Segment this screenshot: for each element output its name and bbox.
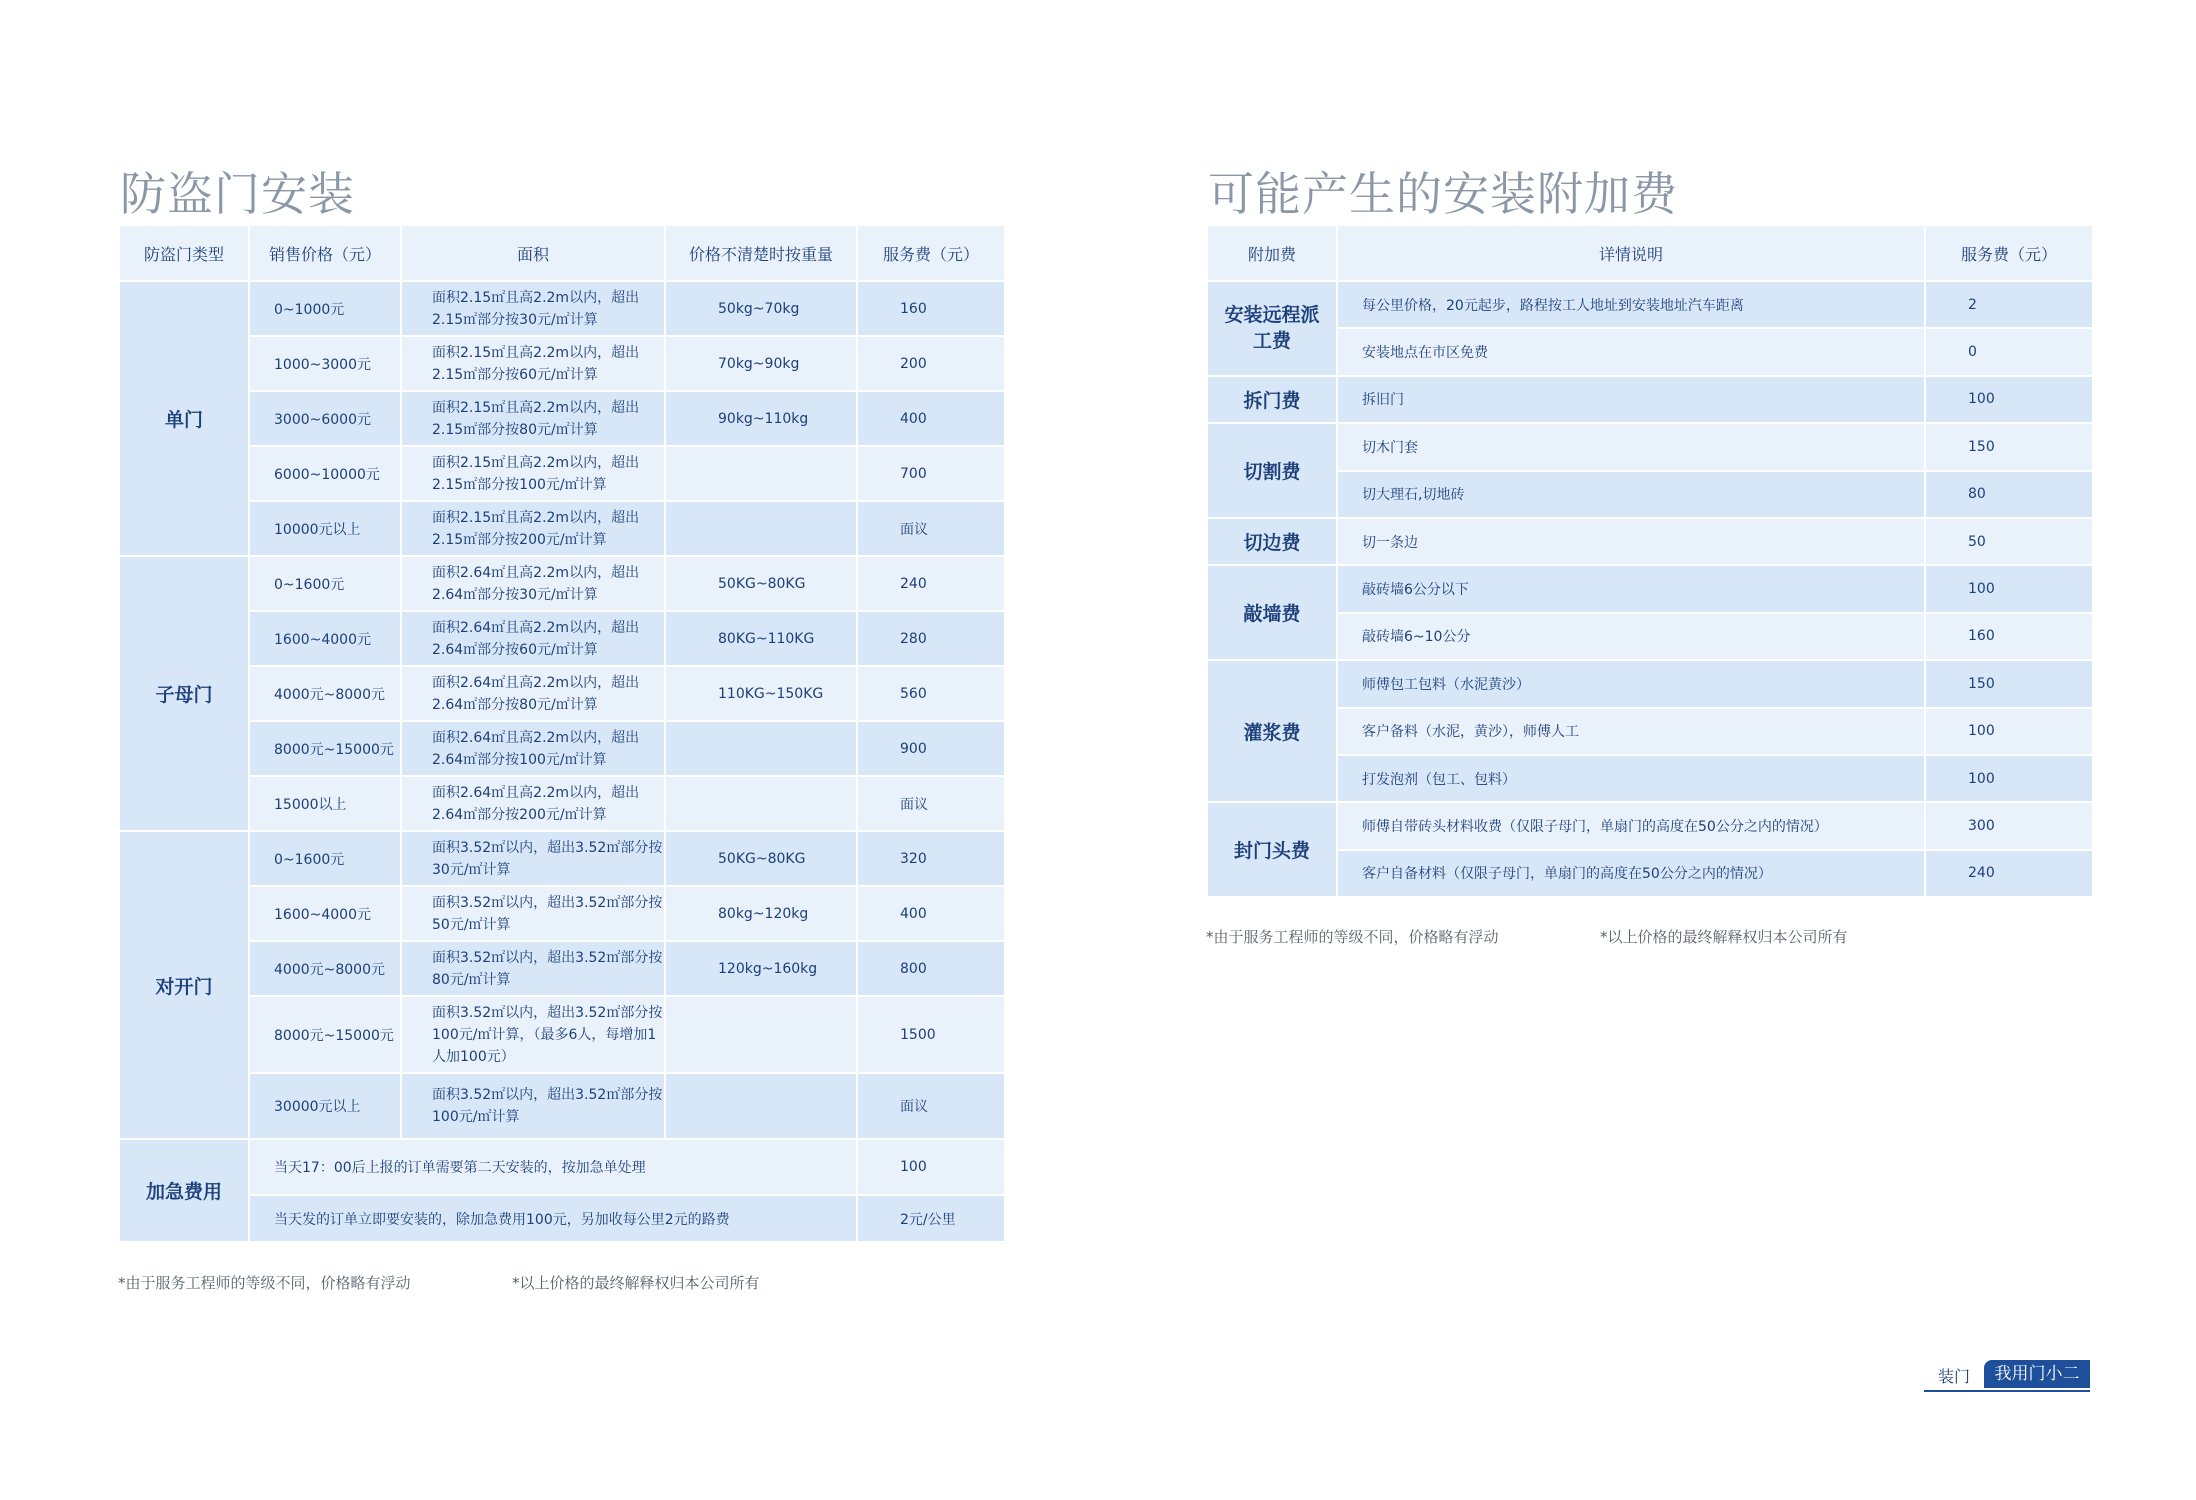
fee-cell: 240 (1925, 850, 2093, 897)
price-cell: 0~1000元 (249, 281, 401, 336)
table-row (1207, 471, 2093, 518)
area-cell: 面积3.52㎡以内，超出3.52㎡部分按100元/㎡计算，（最多6人，每增加1人加100元） (401, 996, 665, 1073)
weight-cell: 80KG~110KG (665, 611, 857, 666)
col-header-weight: 价格不清楚时按重量 (665, 225, 857, 281)
addon-category-cell: 敲墙费 (1207, 565, 1337, 660)
table-row (119, 611, 1005, 666)
area-cell: 面积2.64㎡且高2.2m以内，超出2.64㎡部分按100元/㎡计算 (401, 721, 665, 776)
price-cell: 3000~6000元 (249, 391, 401, 446)
fee-cell: 50 (1925, 518, 2093, 565)
weight-cell: 50KG~80KG (665, 556, 857, 611)
col-header-area: 面积 (401, 225, 665, 281)
urgent-row (119, 1139, 1005, 1195)
table-row (119, 721, 1005, 776)
fee-cell: 100 (1925, 755, 2093, 802)
addon-category-cell: 拆门费 (1207, 376, 1337, 423)
door-type-cell: 单门 (119, 281, 249, 556)
urgent-row (119, 1195, 1005, 1242)
weight-cell (665, 996, 857, 1073)
detail-cell: 切一条边 (1337, 518, 1925, 565)
right-note-price-float: *由于服务工程师的等级不同，价格略有浮动 (1206, 928, 1499, 946)
detail-cell: 师傅包工包料（水泥黄沙） (1337, 660, 1925, 707)
area-cell: 面积2.15㎡且高2.2m以内，超出2.15㎡部分按200元/㎡计算 (401, 501, 665, 556)
fee-cell: 400 (857, 391, 1005, 446)
price-cell: 0~1600元 (249, 831, 401, 886)
table-row (119, 446, 1005, 501)
fee-cell: 400 (857, 886, 1005, 941)
fee-cell: 160 (857, 281, 1005, 336)
area-cell: 面积2.64㎡且高2.2m以内，超出2.64㎡部分按80元/㎡计算 (401, 666, 665, 721)
fee-cell: 240 (857, 556, 1005, 611)
area-cell: 面积2.64㎡且高2.2m以内，超出2.64㎡部分按200元/㎡计算 (401, 776, 665, 831)
area-cell: 面积2.15㎡且高2.2m以内，超出2.15㎡部分按80元/㎡计算 (401, 391, 665, 446)
table-row (1207, 565, 2093, 612)
weight-cell (665, 776, 857, 831)
table-header-row (119, 225, 1005, 281)
area-cell: 面积3.52㎡以内，超出3.52㎡部分按100元/㎡计算 (401, 1073, 665, 1139)
col-header-addon: 附加费 (1207, 225, 1337, 281)
urgent-desc-cell: 当天发的订单立即要安装的，除加急费用100元，另加收每公里2元的路费 (249, 1195, 857, 1242)
table-row (119, 996, 1005, 1073)
price-cell: 8000元~15000元 (249, 721, 401, 776)
price-cell: 1000~3000元 (249, 336, 401, 391)
area-cell: 面积3.52㎡以内，超出3.52㎡部分按80元/㎡计算 (401, 941, 665, 996)
fee-cell: 150 (1925, 660, 2093, 707)
fee-cell: 900 (857, 721, 1005, 776)
additional-fee-table (1206, 224, 2094, 898)
table-header-row (1207, 225, 2093, 281)
table-row (119, 281, 1005, 336)
addon-category-cell: 灌浆费 (1207, 660, 1337, 802)
detail-cell: 打发泡剂（包工、包料） (1337, 755, 1925, 802)
fee-cell: 300 (1925, 802, 2093, 849)
fee-cell: 面议 (857, 501, 1005, 556)
area-cell: 面积2.15㎡且高2.2m以内，超出2.15㎡部分按30元/㎡计算 (401, 281, 665, 336)
price-cell: 4000元~8000元 (249, 941, 401, 996)
door-type-cell: 对开门 (119, 831, 249, 1139)
table-row (1207, 850, 2093, 897)
table-row (119, 336, 1005, 391)
table-row (119, 666, 1005, 721)
fee-cell: 560 (857, 666, 1005, 721)
table-row (1207, 755, 2093, 802)
table-row (1207, 708, 2093, 755)
table-row (119, 391, 1005, 446)
weight-cell: 50KG~80KG (665, 831, 857, 886)
fee-cell: 1500 (857, 996, 1005, 1073)
detail-cell: 师傅自带砖头材料收费（仅限子母门，单扇门的高度在50公分之内的情况） (1337, 802, 1925, 849)
urgent-category-cell: 加急费用 (119, 1139, 249, 1242)
table-row (119, 501, 1005, 556)
table-row (1207, 518, 2093, 565)
table-row (1207, 376, 2093, 423)
fee-cell: 700 (857, 446, 1005, 501)
price-cell: 15000以上 (249, 776, 401, 831)
price-cell: 4000元~8000元 (249, 666, 401, 721)
detail-cell: 客户备料（水泥，黄沙），师傅人工 (1337, 708, 1925, 755)
detail-cell: 每公里价格，20元起步，路程按工人地址到安装地址汽车距离 (1337, 281, 1925, 328)
fee-cell: 800 (857, 941, 1005, 996)
detail-cell: 切大理石,切地砖 (1337, 471, 1925, 518)
table-row (1207, 423, 2093, 470)
col-header-type: 防盗门类型 (119, 225, 249, 281)
addon-category-cell: 切边费 (1207, 518, 1337, 565)
table-row (119, 1073, 1005, 1139)
urgent-desc-cell: 当天17：00后上报的订单需要第二天安装的，按加急单处理 (249, 1139, 857, 1195)
area-cell: 面积3.52㎡以内，超出3.52㎡部分按50元/㎡计算 (401, 886, 665, 941)
price-cell: 6000~10000元 (249, 446, 401, 501)
brand-badge: 我用门小二 (1984, 1360, 2090, 1388)
fee-cell: 200 (857, 336, 1005, 391)
detail-cell: 安装地点在市区免费 (1337, 328, 1925, 375)
table-row (119, 941, 1005, 996)
footer-label: 装门 (1938, 1367, 1971, 1386)
left-note-final-right: *以上价格的最终解释权归本公司所有 (512, 1274, 760, 1292)
left-note-price-float: *由于服务工程师的等级不同，价格略有浮动 (118, 1274, 411, 1292)
table-row (1207, 802, 2093, 849)
detail-cell: 敲砖墙6~10公分 (1337, 613, 1925, 660)
table-row (119, 776, 1005, 831)
col-header-fee: 服务费（元） (857, 225, 1005, 281)
table-row (1207, 281, 2093, 328)
table-row (119, 831, 1005, 886)
fee-cell: 160 (1925, 613, 2093, 660)
table-row (119, 886, 1005, 941)
fee-cell: 2 (1925, 281, 2093, 328)
fee-cell: 面议 (857, 1073, 1005, 1139)
detail-cell: 切木门套 (1337, 423, 1925, 470)
price-cell: 0~1600元 (249, 556, 401, 611)
area-cell: 面积2.64㎡且高2.2m以内，超出2.64㎡部分按30元/㎡计算 (401, 556, 665, 611)
page-footer (1924, 1360, 2090, 1392)
fee-cell: 100 (1925, 708, 2093, 755)
area-cell: 面积2.64㎡且高2.2m以内，超出2.64㎡部分按60元/㎡计算 (401, 611, 665, 666)
fee-cell: 100 (1925, 565, 2093, 612)
table-row (1207, 613, 2093, 660)
weight-cell (665, 446, 857, 501)
detail-cell: 敲砖墙6公分以下 (1337, 565, 1925, 612)
price-cell: 1600~4000元 (249, 611, 401, 666)
addon-category-cell: 安装远程派工费 (1207, 281, 1337, 376)
table-row (119, 556, 1005, 611)
right-note-final-right: *以上价格的最终解释权归本公司所有 (1600, 928, 1848, 946)
fee-cell: 320 (857, 831, 1005, 886)
weight-cell: 90kg~110kg (665, 391, 857, 446)
footer-underline (1924, 1390, 2090, 1392)
weight-cell: 110KG~150KG (665, 666, 857, 721)
col-header-fee: 服务费（元） (1925, 225, 2093, 281)
fee-cell: 面议 (857, 776, 1005, 831)
weight-cell: 50kg~70kg (665, 281, 857, 336)
urgent-fee-cell: 100 (857, 1139, 1005, 1195)
anti-theft-door-table (118, 224, 1006, 1243)
table-row (1207, 328, 2093, 375)
urgent-fee-cell: 2元/公里 (857, 1195, 1005, 1242)
door-type-cell: 子母门 (119, 556, 249, 831)
price-cell: 30000元以上 (249, 1073, 401, 1139)
detail-cell: 拆旧门 (1337, 376, 1925, 423)
price-cell: 1600~4000元 (249, 886, 401, 941)
detail-cell: 客户自备材料（仅限子母门，单扇门的高度在50公分之内的情况） (1337, 850, 1925, 897)
weight-cell: 120kg~160kg (665, 941, 857, 996)
fee-cell: 0 (1925, 328, 2093, 375)
fee-cell: 280 (857, 611, 1005, 666)
col-header-price: 销售价格（元） (249, 225, 401, 281)
col-header-detail: 详情说明 (1337, 225, 1925, 281)
table-row (1207, 660, 2093, 707)
fee-cell: 150 (1925, 423, 2093, 470)
left-section-title: 防盗门安装 (120, 167, 355, 221)
fee-cell: 100 (1925, 376, 2093, 423)
right-section-title: 可能产生的安装附加费 (1208, 167, 1678, 221)
area-cell: 面积2.15㎡且高2.2m以内，超出2.15㎡部分按100元/㎡计算 (401, 446, 665, 501)
area-cell: 面积3.52㎡以内，超出3.52㎡部分按30元/㎡计算 (401, 831, 665, 886)
area-cell: 面积2.15㎡且高2.2m以内，超出2.15㎡部分按60元/㎡计算 (401, 336, 665, 391)
weight-cell (665, 1073, 857, 1139)
addon-category-cell: 封门头费 (1207, 802, 1337, 897)
fee-cell: 80 (1925, 471, 2093, 518)
addon-category-cell: 切割费 (1207, 423, 1337, 518)
price-cell: 10000元以上 (249, 501, 401, 556)
weight-cell (665, 501, 857, 556)
weight-cell: 80kg~120kg (665, 886, 857, 941)
weight-cell (665, 721, 857, 776)
weight-cell: 70kg~90kg (665, 336, 857, 391)
price-cell: 8000元~15000元 (249, 996, 401, 1073)
